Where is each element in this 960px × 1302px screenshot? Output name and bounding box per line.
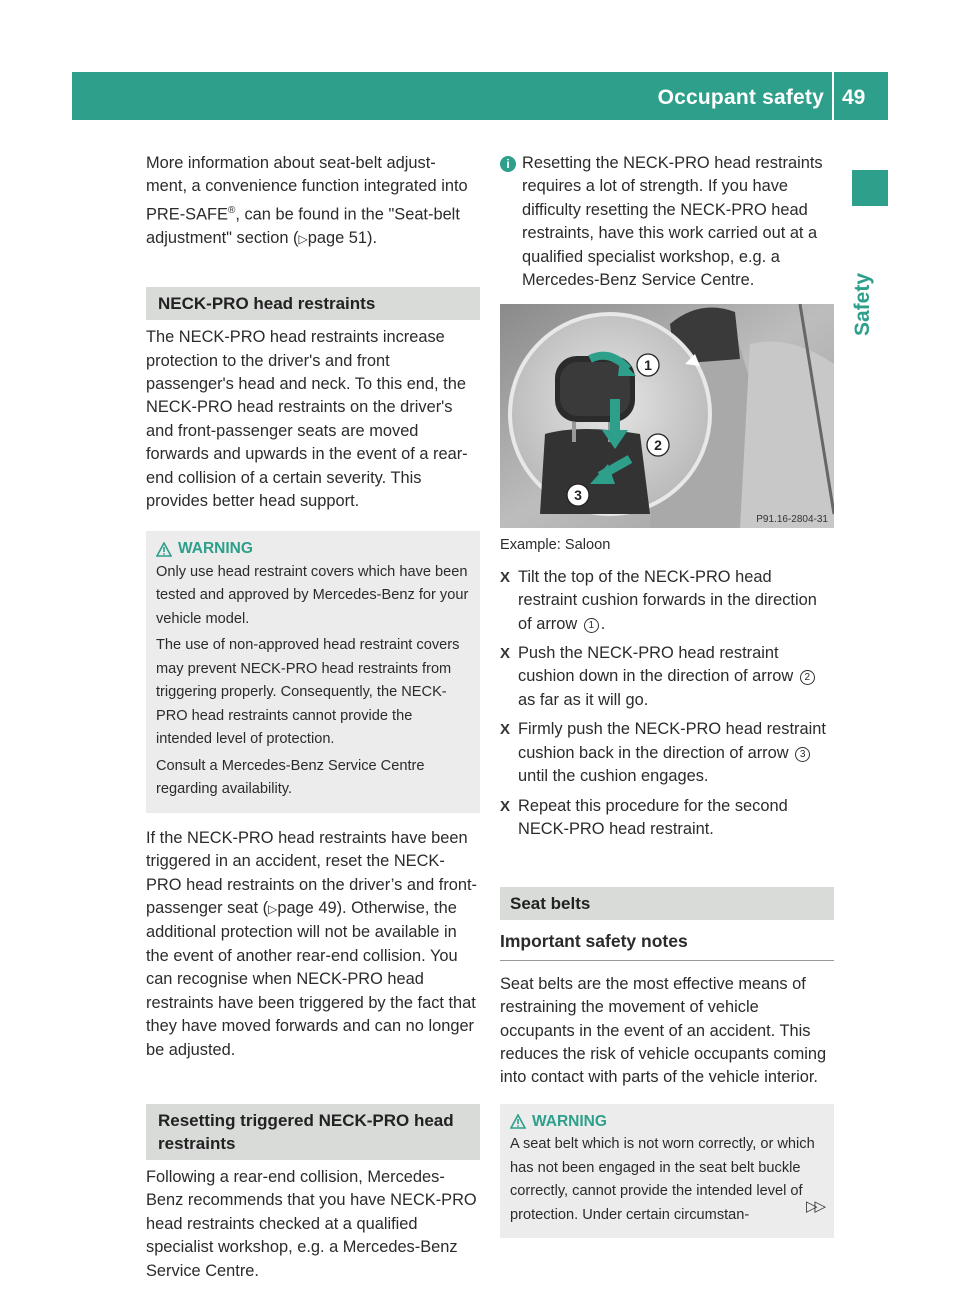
triggered-paragraph: If the NECK-PRO head restraints have been triggered in an accident, reset the NECK-PRO head restraints on the driver’s and front-passenger seat (▷page 49). Otherwise, the additional protection will not be available in the event of another rear-end collision. You can recognise when NECK-PRO head restraints have been triggered by the fact that they have moved forwards and can no longer be adjusted. bbox=[146, 828, 478, 1059]
warning-text-1: A seat belt which is not worn correctly, or which has not been engaged in the seat belt buckle correctly, cannot provide the intended level of protection. Under certain circumstan- bbox=[510, 1136, 815, 1223]
photo-caption: Example: Saloon bbox=[500, 537, 611, 554]
warning-text-2: The use of non-approved head restraint covers may prevent NECK-PRO head restraints from triggering properly. Consequently, the NECK-PRO head restraints cannot provide the intended level of protection. bbox=[156, 637, 460, 748]
left-column bbox=[146, 152, 480, 1283]
warning-header: WARNING bbox=[510, 1110, 824, 1134]
continued-icon: ▷▷ bbox=[806, 1198, 824, 1215]
intro-paragraph: More information about seat-belt adjust- ment, a convenience function integrated into PRE-SAFE®, can be found in the "Seat-belt adjustment" section (▷page 51). bbox=[146, 154, 468, 247]
warning-icon bbox=[156, 542, 172, 557]
warning-header: WARNING bbox=[156, 537, 470, 561]
svg-text:1: 1 bbox=[644, 357, 652, 374]
reset-body: Following a rear-end collision, Mercedes-Benz recommends that you have NECK-PRO head restraints checked at a qualified specialist workshop, e.g. a Mercedes-Benz Service Centre. bbox=[146, 1167, 477, 1280]
photo-code: P91.16-2804-31 bbox=[756, 514, 828, 526]
seat-belts-heading: Seat belts bbox=[500, 887, 834, 920]
arrow-2-icon bbox=[610, 399, 620, 433]
page-ref-icon: ▷ bbox=[268, 902, 278, 917]
page-ref-icon: ▷ bbox=[298, 231, 308, 246]
important-notes-heading: Important safety notes bbox=[500, 930, 834, 960]
warning-text-1: Only use head restraint covers which have been tested and approved by Mercedes-Benz for your vehicle model. bbox=[156, 563, 469, 627]
side-tab-label: Safety bbox=[851, 272, 874, 336]
info-icon: i bbox=[500, 156, 516, 172]
step-marker-icon: X bbox=[500, 645, 511, 663]
step-item: X Tilt the top of the NECK-PRO head restraint cushion forwards in the direction of arrow 1 . bbox=[500, 566, 834, 636]
section-title: Occupant safety bbox=[657, 86, 824, 109]
warning-box bbox=[146, 531, 480, 813]
step-item: X Firmly push the NECK-PRO head restraint cushion back in the direction of arrow 3 until the cushion engages. bbox=[500, 718, 834, 788]
page-number: 49 bbox=[842, 86, 866, 109]
arrow-number-2: 2 bbox=[800, 670, 815, 685]
reset-heading: Resetting triggered NECK-PRO head restraints bbox=[146, 1104, 480, 1160]
arrow-number-1: 1 bbox=[584, 618, 599, 633]
step-marker-icon: X bbox=[500, 797, 511, 815]
side-tab-marker bbox=[852, 170, 888, 206]
svg-text:2: 2 bbox=[654, 437, 662, 454]
warning-icon bbox=[510, 1114, 526, 1129]
arrow-number-3: 3 bbox=[795, 747, 810, 762]
info-note bbox=[500, 152, 834, 292]
neck-pro-heading: NECK-PRO head restraints bbox=[146, 287, 480, 320]
info-text: Resetting the NECK-PRO head restraints requires a lot of strength. If you have difficulty resetting the NECK-PRO head restraints, have this work carried out at a qualified specialist workshop, e.g. a Mercedes-Benz Service Centre. bbox=[522, 154, 823, 290]
right-column bbox=[500, 152, 834, 1238]
neck-pro-body: The NECK-PRO head restraints increase protection to the driver's and front passenger's head and neck. To this end, the NECK-PRO head restraints on the driver's and front-passenger seats are moved forwards and upwards in the event of a rear-end collision of a certain severity. This provides better head support. bbox=[146, 328, 468, 510]
step-item: X Repeat this procedure for the second NECK-PRO head restraint. bbox=[500, 795, 834, 842]
warning-box bbox=[500, 1104, 834, 1239]
header-divider bbox=[832, 72, 834, 120]
headrest-photo bbox=[500, 304, 834, 528]
step-item: X Push the NECK-PRO head restraint cushion down in the direction of arrow 2 as far as it will go. bbox=[500, 642, 834, 712]
step-marker-icon: X bbox=[500, 568, 511, 586]
seat-belts-body: Seat belts are the most effective means of restraining the movement of vehicle occupants in the event of an accident. This reduces the risk of vehicle occupants coming into contact with parts of the vehicle interior. bbox=[500, 974, 827, 1087]
step-marker-icon: X bbox=[500, 721, 511, 739]
warning-text-3: Consult a Mercedes-Benz Service Centre regarding availability. bbox=[156, 757, 425, 798]
svg-text:3: 3 bbox=[574, 487, 582, 504]
